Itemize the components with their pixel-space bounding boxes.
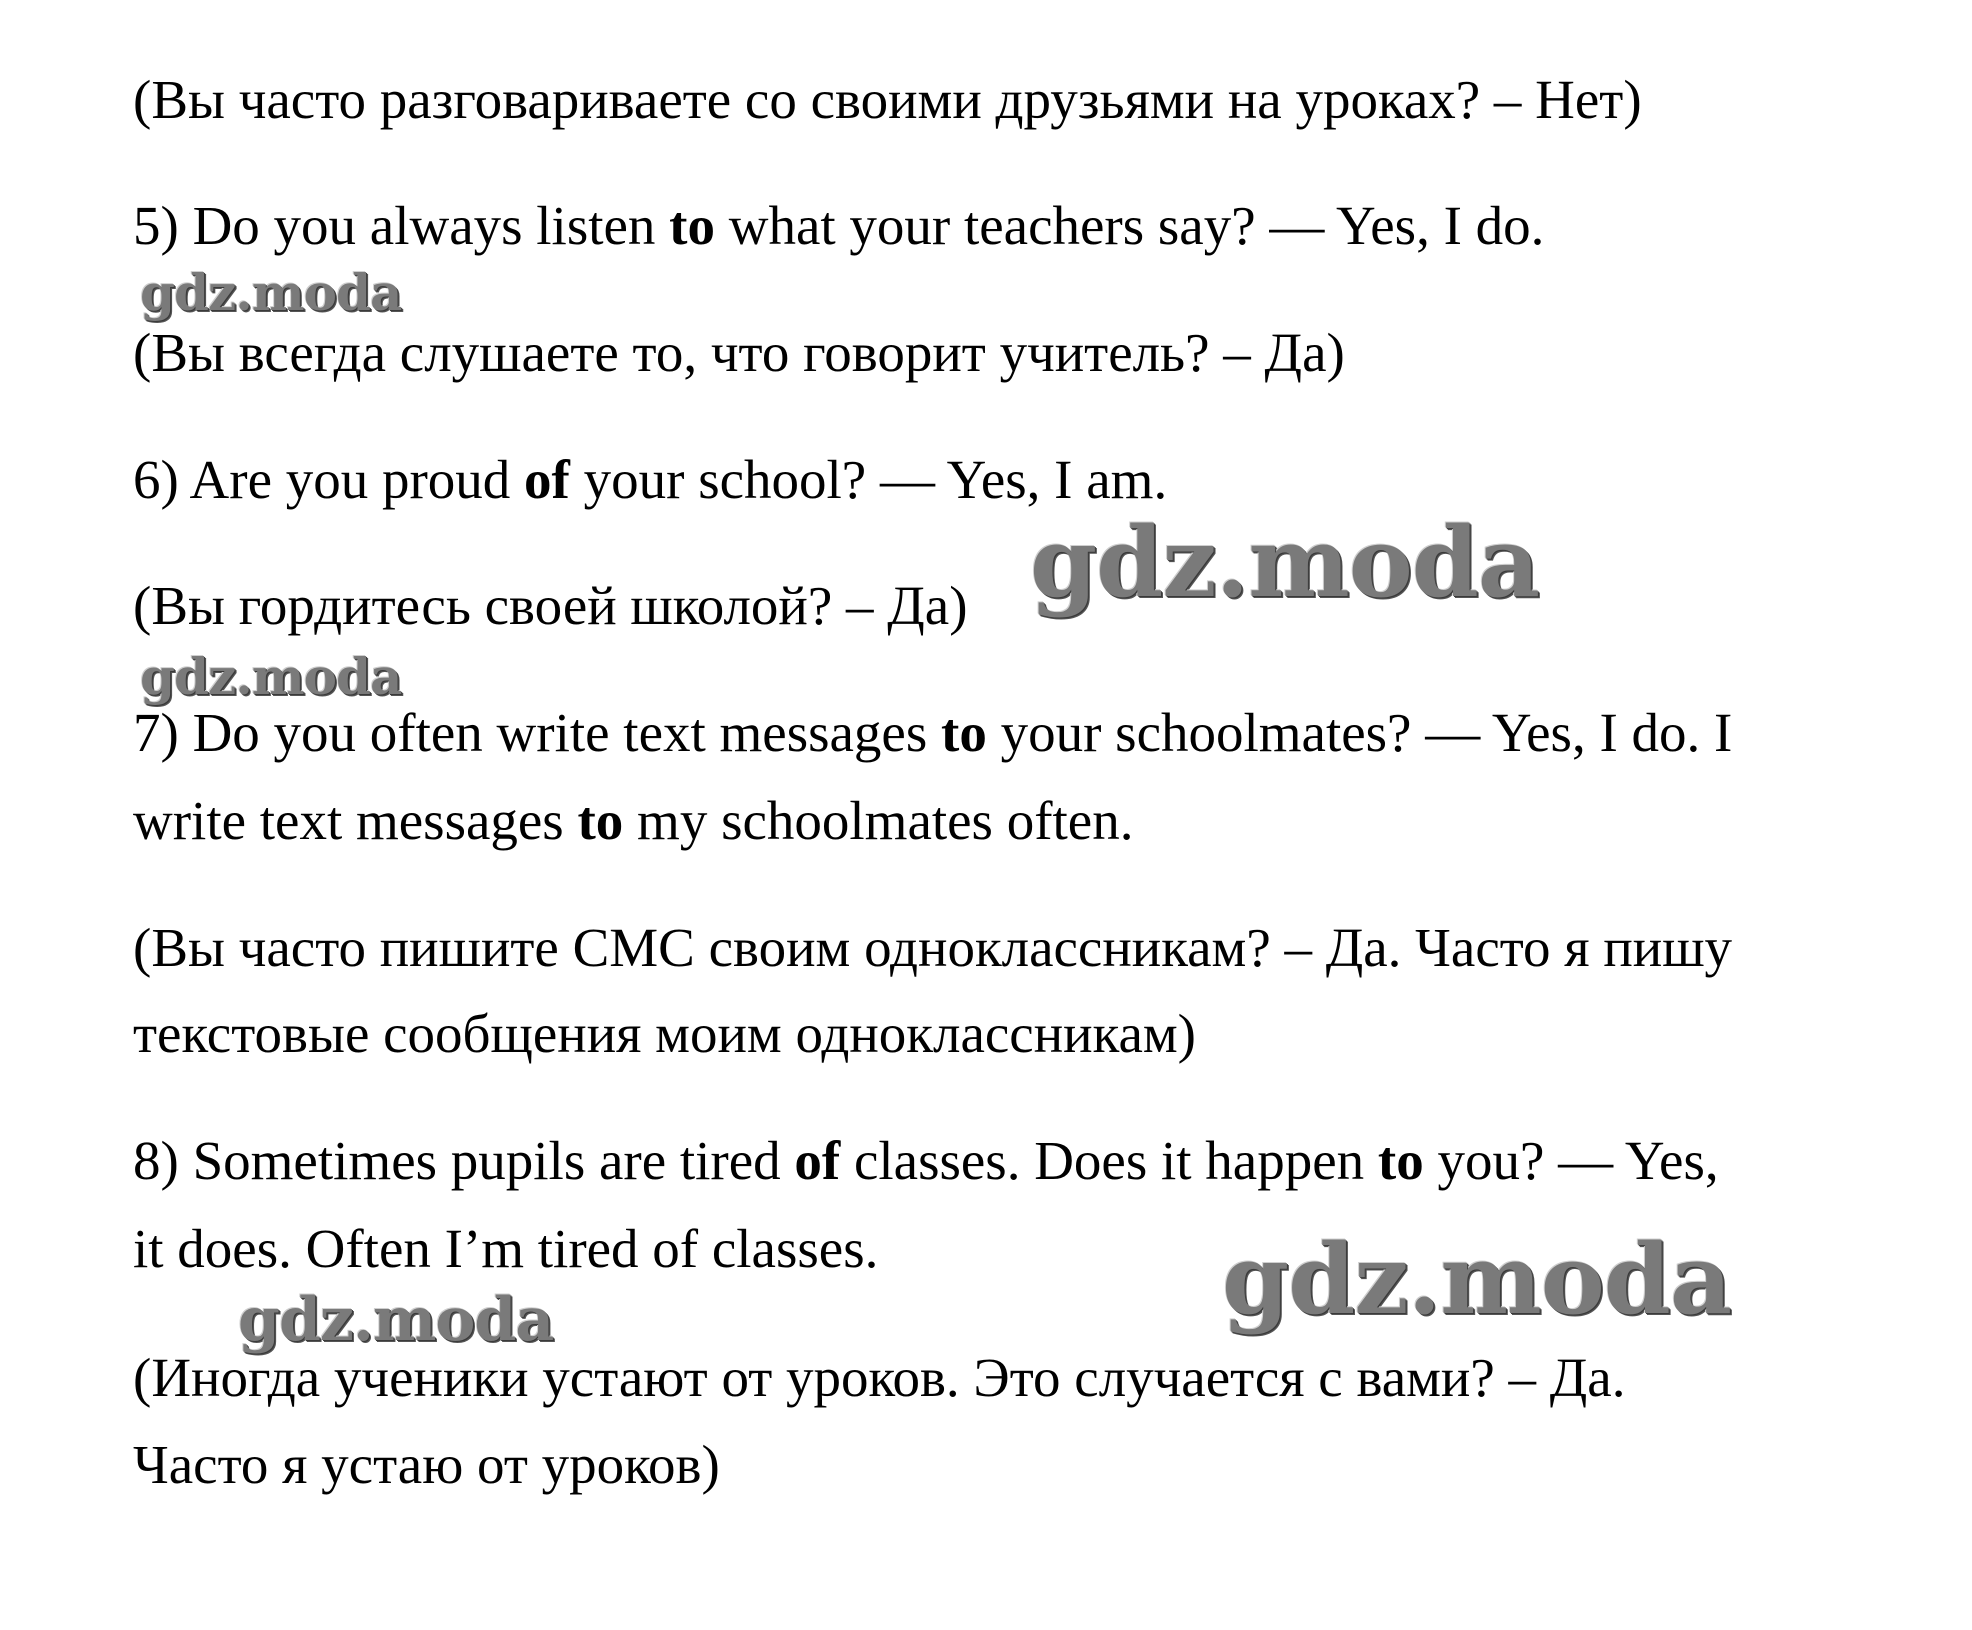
question-6-part-c: your school? — Yes, I am. (569, 449, 1168, 510)
question-8-preposition-1: of (794, 1130, 841, 1191)
translation-line-7b: текстовые сообщения моим одноклассникам) (133, 1003, 1196, 1064)
question-5-preposition: to (669, 195, 715, 256)
question-7-line-2-part-c: my schoolmates often. (623, 790, 1134, 851)
question-6 (133, 449, 1168, 510)
question-5-part-a: 5) Do you always listen (133, 195, 670, 256)
question-7-part-a: 7) Do you often write text messages (133, 702, 942, 763)
watermark-logo-3: gdz.moda (140, 647, 402, 706)
question-8-line-1 (133, 1130, 1719, 1191)
question-7-preposition-1: to (941, 702, 987, 763)
question-7-preposition-2: to (577, 790, 624, 851)
question-8-part-a: 8) Sometimes pupils are tired (133, 1130, 795, 1191)
question-8-preposition-2: to (1377, 1130, 1424, 1191)
translation-line-6: (Вы гордитесь своей школой? – Да) (133, 575, 968, 636)
watermark-logo-1: gdz.moda (140, 263, 402, 322)
question-8-part-e: you? — Yes, (1423, 1130, 1719, 1191)
translation-line-7a: (Вы часто пишите СМС своим одноклассникам? – Да. Часто я пишу (133, 917, 1733, 978)
question-7-line-2-part-a: write text messages (133, 790, 578, 851)
question-8-part-c: classes. Does it happen (840, 1130, 1378, 1191)
translation-line-8b: Часто я устаю от уроков) (133, 1434, 720, 1495)
question-7-part-c: your schoolmates? — Yes, I do. I (986, 702, 1733, 763)
watermark-logo-4: gdz.moda (238, 1285, 554, 1355)
watermark-logo-2: gdz.moda (1030, 506, 1540, 619)
question-5 (133, 195, 1545, 256)
question-6-part-a: 6) Are you proud (133, 449, 525, 510)
translation-line-4: (Вы часто разговариваете со своими друзьями на уроках? – Нет) (133, 69, 1642, 130)
question-7-line-2 (133, 790, 1134, 851)
question-8-line-2: it does. Often I’m tired of classes. (133, 1218, 879, 1279)
watermark-logo-5: gdz.moda (1222, 1223, 1732, 1336)
question-6-preposition: of (524, 449, 570, 510)
translation-line-8a: (Иногда ученики устают от уроков. Это случается с вами? – Да. (133, 1347, 1626, 1408)
translation-line-5: (Вы всегда слушаете то, что говорит учитель? – Да) (133, 322, 1345, 383)
question-5-part-c: what your teachers say? — Yes, I do. (715, 195, 1545, 256)
question-7-line-1 (133, 702, 1733, 763)
